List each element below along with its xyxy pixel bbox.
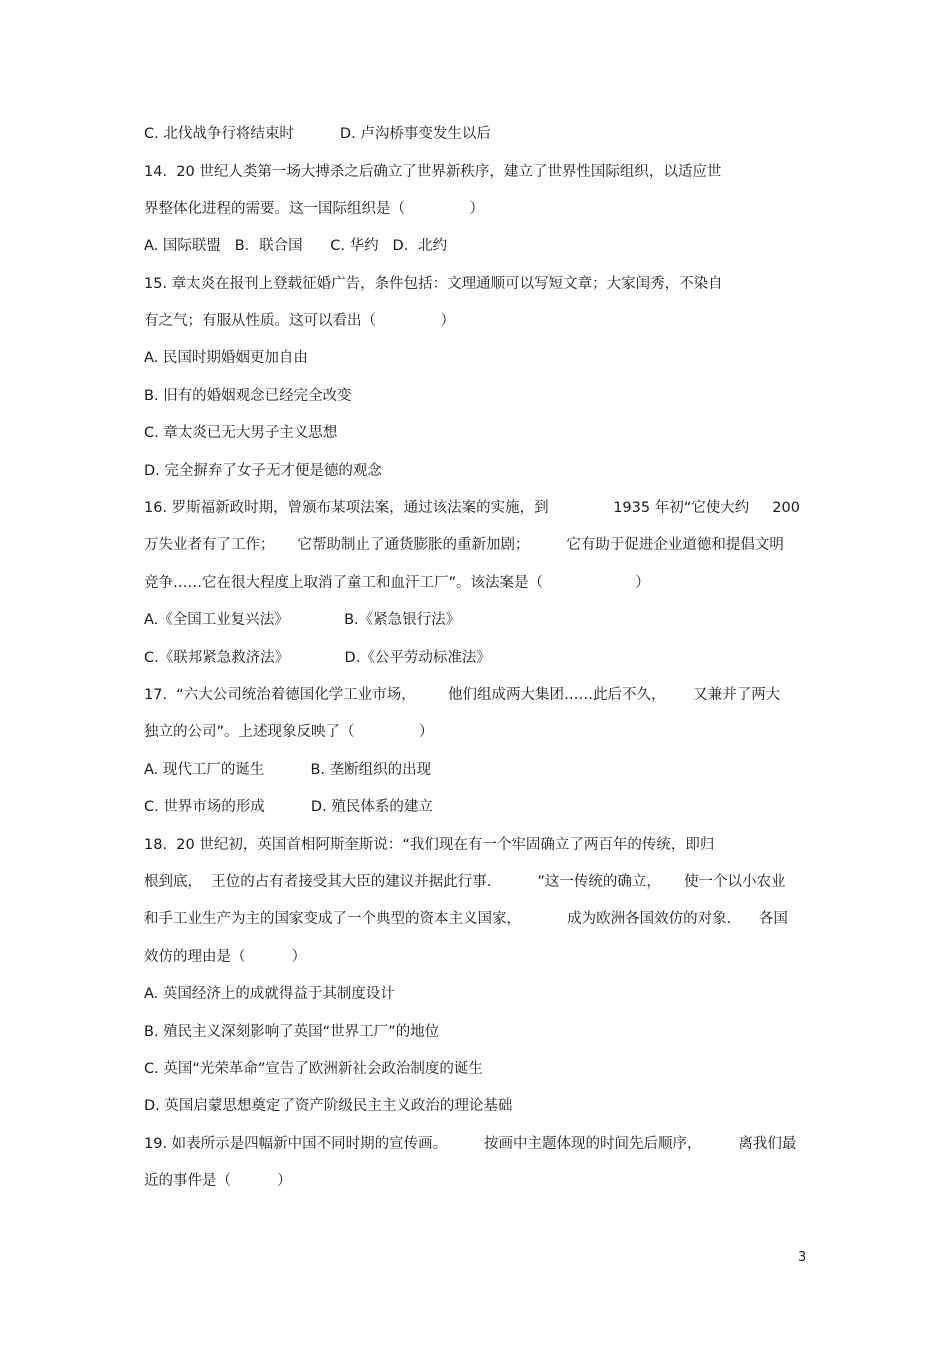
q15-stem-line-1: 15. 章太炎在报刊上登载征婚广告，条件包括：文理通顺可以写短文章；大家闺秀，不染自 [144,276,723,292]
q14-options: A. 国际联盟 B．联合国 C. 华约 D．北约 [144,238,448,254]
q18-option-b: B. 殖民主义深刻影响了英国“世界工厂”的地位 [144,1024,440,1040]
q19-stem-line-2: 近的事件是（ ） [144,1173,292,1189]
q15-option-c: C. 章太炎已无大男子主义思想 [144,425,338,441]
q13-options-cd: C. 北伐战争行将结束时 D. 卢沟桥事变发生以后 [144,126,491,142]
q14-stem-line-2: 界整体化进程的需要。这一国际组织是（ ） [144,201,485,217]
q18-stem-line-4: 效仿的理由是（ ） [144,949,307,965]
q15-option-a: A. 民国时期婚姻更加自由 [144,350,308,366]
q18-stem-line-2: 根到底， 王位的占有者接受其大臣的建议并据此行事. ”这一传统的确立， 使一个以小农业 [144,874,786,890]
q16-stem-line-1: 16. 罗斯福新政时期，曾颁布某项法案，通过该法案的实施，到 1935 年初“它使大约 200 [144,500,800,516]
q17-stem-line-1: 17. “六大公司统治着德国化学工业市场， 他们组成两大集团……此后不久， 又兼并了两大 [144,687,781,703]
q18-option-c: C. 英国“光荣革命”宣告了欧洲新社会政治制度的诞生 [144,1061,483,1077]
q16-stem-line-3: 竞争……它在很大程度上取消了童工和血汗工厂”。该法案是（ ） [144,575,650,591]
q15-option-d: D. 完全摒弃了女子无才便是德的观念 [144,463,382,479]
q15-option-b: B. 旧有的婚姻观念已经完全改变 [144,388,352,404]
q17-options-cd: C. 世界市场的形成 D. 殖民体系的建立 [144,799,433,815]
q16-stem-line-2: 万失业者有了工作； 它帮助制止了通货膨胀的重新加剧； 它有助于促进企业道德和提倡文明 [144,537,784,553]
page-number: 3 [798,1250,807,1265]
q15-stem-line-2: 有之气；有服从性质。这可以看出（ ） [144,313,456,329]
q16-options-ab: A.《全国工业复兴法》 B.《紧急银行法》 [144,612,461,628]
q18-stem-line-3: 和手工业生产为主的国家变成了一个典型的资本主义国家， 成为欧洲各国效仿的对象. 各国 [144,911,788,927]
q19-stem-line-1: 19. 如表所示是四幅新中国不同时期的宣传画。 按画中主题体现的时间先后顺序， 离我们最 [144,1136,797,1152]
q18-stem-line-1: 18. 20 世纪初，英国首相阿斯奎斯说：“我们现在有一个牢固确立了两百年的传统，即归 [144,837,715,853]
q16-options-cd: C.《联邦紧急救济法》 D.《公平劳动标准法》 [144,650,491,666]
q14-stem-line-1: 14. 20 世纪人类第一场大搏杀之后确立了世界新秩序，建立了世界性国际组织，以适应世 [144,164,722,180]
q18-option-a: A. 英国经济上的成就得益于其制度设计 [144,986,395,1002]
q17-stem-line-2: 独立的公司”。上述现象反映了（ ） [144,724,434,740]
q17-options-ab: A. 现代工厂的诞生 B. 垄断组织的出现 [144,762,432,778]
q18-option-d: D. 英国启蒙思想奠定了资产阶级民主主义政治的理论基础 [144,1098,513,1114]
